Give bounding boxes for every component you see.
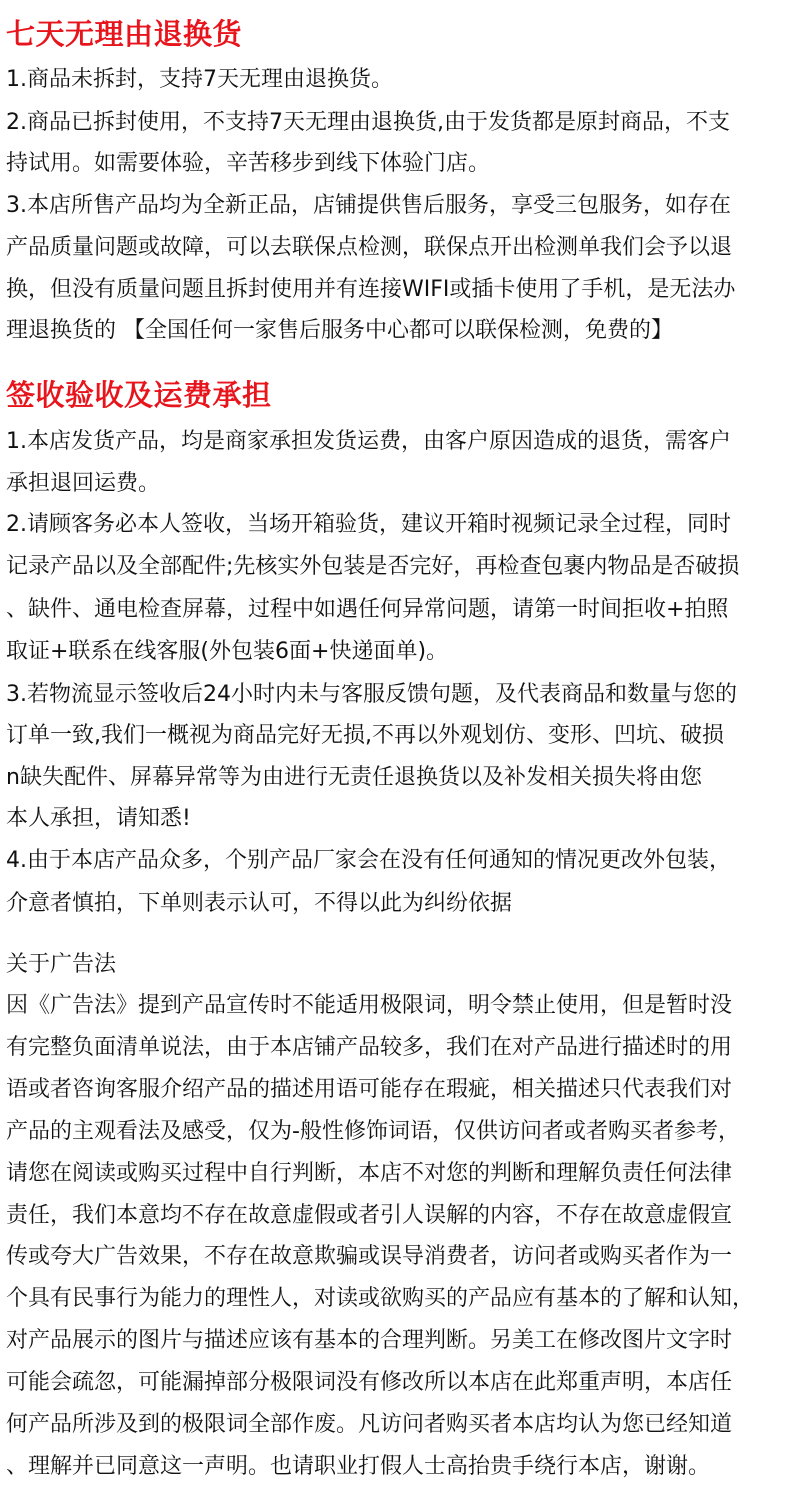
receipt-line: 4.由于本店产品众多，个别产品厂家会在没有任何通知的情况更改外包装，: [6, 848, 731, 873]
ad-law-heading: 关于广告法: [6, 952, 117, 977]
ad-law-line: 传或夸大广告效果，不存在故意欺骗或误导消费者，访问者或购买者作为一: [6, 1244, 733, 1269]
receipt-line: 2.请顾客务必本人签收，当场开箱验货，建议开箱时视频记录全过程，同时: [6, 512, 731, 537]
ad-law-line: 责任，我们本意均不存在故意虚假或者引人误解的内容，不存在故意虚假宣: [6, 1203, 733, 1228]
receipt-line: n缺失配件、屏幕异常等为由进行无责任退换货以及补发相关损失将由您: [6, 765, 702, 790]
ad-law-line: 产品的主观看法及感受，仅为-般性修饰词语，仅供访问者或者购买者参考，: [6, 1119, 740, 1144]
ad-law-line: 有完整负面清单说法，由于本店铺产品较多，我们在对产品进行描述时的用: [6, 1035, 733, 1060]
receipt-line: 订单一致,我们一概视为商品完好无损,不再以外观划仿、变形、凹坑、破损: [6, 723, 724, 748]
receipt-line: 本人承担，请知悉!: [6, 806, 191, 831]
returns-line: 理退换货的 【全国任何一家售后服务中心都可以联保检测，免费的】: [6, 318, 673, 343]
ad-law-line: 因《广告法》提到产品宣传时不能适用极限词，明令禁止使用，但是暂时没: [6, 993, 733, 1018]
receipt-line: 取证+联系在线客服(外包装6面+快递面单)。: [6, 639, 449, 664]
returns-line: 产品质量问题或故障，可以去联保点检测，联保点开出检测单我们会予以退: [6, 235, 733, 260]
returns-heading: 七天无理由退换货: [6, 17, 243, 51]
receipt-line: 记录产品以及全部配件;先核实外包装是否完好，再检查包裹内物品是否破损: [6, 554, 740, 579]
receipt-line: 1.本店发货产品，均是商家承担发货运费，由客户原因造成的退货，需客户: [6, 429, 731, 454]
receipt-line: 3.若物流显示签收后24小时内未与客服反馈句题，及代表商品和数量与您的: [6, 682, 737, 707]
returns-line: 1.商品未拆封，支持7天无理由退换货。: [6, 67, 393, 92]
returns-line: 3.本店所售产品均为全新正品，店铺提供售后服务，享受三包服务，如存在: [6, 193, 731, 218]
returns-line: 2.商品已拆封使用，不支持7天无理由退换货,由于发货都是原封商品，不支: [6, 110, 730, 135]
ad-law-line: 请您在阅读或购买过程中自行判断，本店不对您的判断和理解负责任何法律: [6, 1161, 733, 1186]
returns-line: 持试用。如需要体验，辛苦移步到线下体验门店。: [6, 151, 491, 176]
receipt-line: 介意者慎拍，下单则表示认可，不得以此为纠纷依据: [6, 891, 513, 916]
receipt-line: 、缺件、通电检查屏幕，过程中如遇任何异常问题，请第一时间拒收+拍照: [6, 597, 729, 622]
ad-law-line: 对产品展示的图片与描述应该有基本的合理判断。另美工在修改图片文字时: [6, 1328, 733, 1353]
receipt-heading: 签收验收及运费承担: [6, 378, 272, 412]
receipt-line: 承担退回运费。: [6, 471, 161, 496]
ad-law-line: 何产品所涉及到的极限词全部作废。凡访问者购买者本店均认为您已经知道: [6, 1412, 733, 1437]
ad-law-line: 语或者咨询客服介绍产品的描述用语可能存在瑕疵，相关描述只代表我们对: [6, 1077, 733, 1102]
returns-line: 换，但没有质量问题且拆封使用并有连接WIFI或插卡使用了手机，是无法办: [6, 277, 736, 302]
ad-law-line: 、理解并已同意这一声明。也请职业打假人士高抬贵手绕行本店，谢谢。: [6, 1454, 711, 1479]
ad-law-line: 个具有民事行为能力的理性人，对读或欲购买的产品应有基本的了解和认知，: [6, 1286, 755, 1311]
ad-law-line: 可能会疏忽，可能漏掉部分极限词没有修改所以本店在此郑重声明，本店任: [6, 1370, 733, 1395]
